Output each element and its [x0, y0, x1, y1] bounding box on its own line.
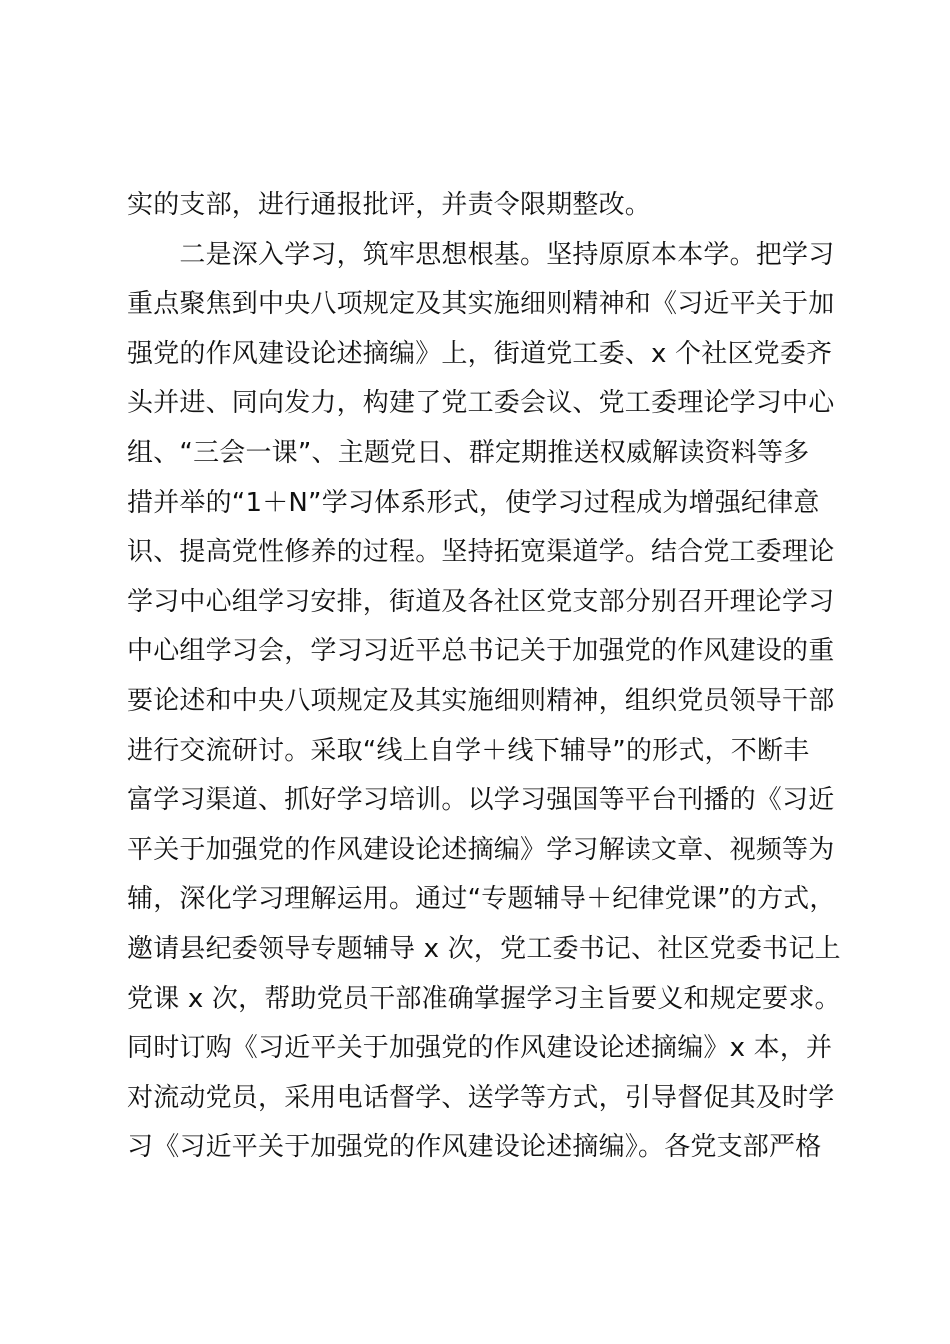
text-line: 进行交流研讨。采取“线上自学＋线下辅导”的形式，不断丰 [127, 735, 810, 766]
text-line: 要论述和中央八项规定及其实施细则精神，组织党员领导干部 [127, 685, 835, 716]
text-line: 中心组学习会，学习习近平总书记关于加强党的作风建设的重 [127, 636, 835, 667]
text-line: 重点聚焦到中央八项规定及其实施细则精神和《习近平关于加 [127, 289, 835, 320]
text-line: 措并举的“1＋N”学习体系形式，使学习过程成为增强纪律意 [127, 487, 820, 518]
text-line: 头并进、同向发力，构建了党工委会议、党工委理论学习中心 [127, 388, 835, 419]
text-line: 富学习渠道、抓好学习培训。以学习强国等平台刊播的《习近 [127, 785, 835, 816]
text-line: 实的支部，进行通报批评，并责令限期整改。 [127, 190, 652, 220]
text-line: 党课 x 次，帮助党员干部准确掌握学习主旨要义和规定要求。 [127, 983, 841, 1014]
text-line: 组、“三会一课”、主题党日、群定期推送权威解读资料等多 [127, 437, 810, 468]
text-line: 强党的作风建设论述摘编》上，街道党工委、x 个社区党委齐 [127, 338, 833, 369]
text-line: 对流动党员，采用电话督学、送学等方式，引导督促其及时学 [127, 1082, 835, 1113]
text-line: 识、提高党性修养的过程。坚持拓宽渠道学。结合党工委理论 [127, 537, 835, 568]
text-line: 习《习近平关于加强党的作风建设论述摘编》。各党支部严格 [127, 1132, 822, 1163]
text-line: 同时订购《习近平关于加强党的作风建设论述摘编》x 本，并 [127, 1033, 833, 1064]
text-line: 二是深入学习，筑牢思想根基。坚持原原本本学。把学习 [127, 239, 835, 270]
text-line: 平关于加强党的作风建设论述摘编》学习解读文章、视频等为 [127, 834, 835, 865]
text-line: 辅，深化学习理解运用。通过“专题辅导＋纪律党课”的方式， [127, 884, 836, 915]
text-line: 邀请县纪委领导专题辅导 x 次，党工委书记、社区党委书记上 [127, 933, 841, 964]
text-line: 学习中心组学习安排，街道及各社区党支部分别召开理论学习 [127, 586, 835, 617]
document-body [127, 181, 867, 1173]
